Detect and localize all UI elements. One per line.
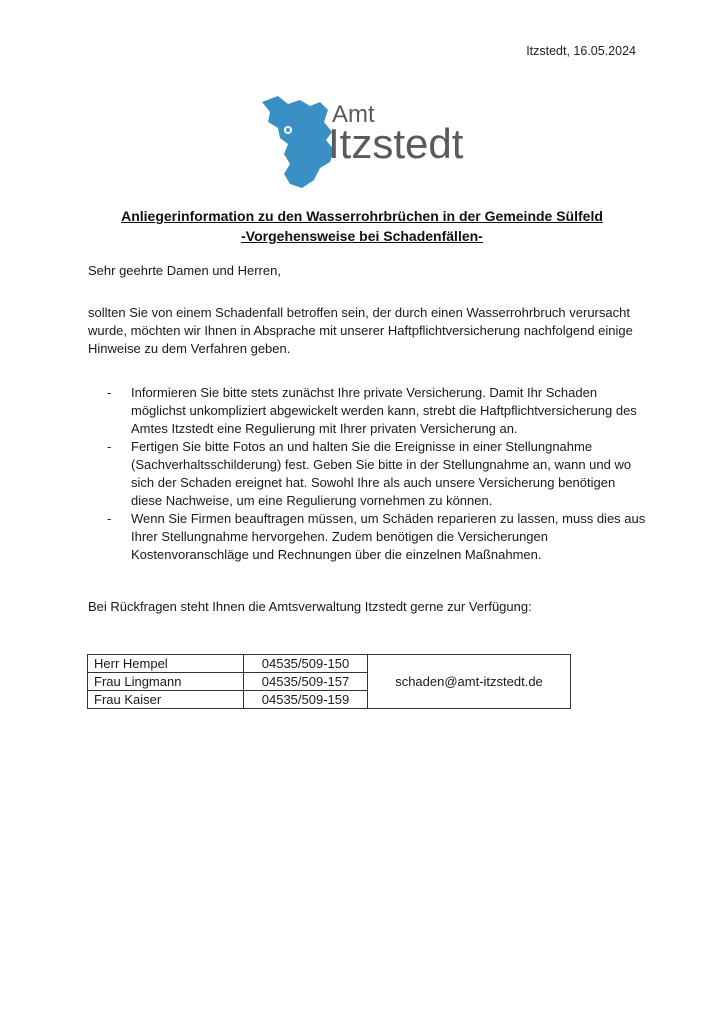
list-item: - Informieren Sie bitte stets zunächst Ihre private Versicherung. Damit Ihr Schaden möglichst unkompliziert abgewickelt werden kann, strebt die Haftpflichtversicherung des Amtes Itzstedt eine Regulierung mit Ihrer privaten Versicherung an. (107, 385, 637, 436)
title-line-1: Anliegerinformation zu den Wasserrohrbrüchen in der Gemeinde Sülfeld (121, 208, 603, 224)
table-row (88, 655, 571, 673)
contact-email[interactable]: schaden@amt-itzstedt.de (368, 655, 571, 709)
bullet-marker: - (107, 439, 112, 454)
contact-phone: 04535/509-150 (244, 655, 368, 673)
greeting: Sehr geehrte Damen und Herren, (88, 263, 281, 278)
intro-paragraph: sollten Sie von einem Schadenfall betroffen sein, der durch einen Wasserrohrbruch verursacht wurde, möchten wir Ihnen in Absprache mit unserer Haftpflichtversicherung nachfolgend einige Hinweise zu dem Verfahren geben. (88, 305, 633, 356)
list-item: - Wenn Sie Firmen beauftragen müssen, um Schäden reparieren zu lassen, muss dies aus Ihrer Stellungnahme hervorgehen. Zudem benötigen die Versicherungen Kostenvoranschläge und Rechnungen über die einzelnen Maßnahmen. (107, 511, 646, 562)
contact-name: Herr Hempel (88, 655, 244, 673)
region-map-icon (262, 96, 334, 188)
document-title (0, 206, 724, 246)
contact-name: Frau Kaiser (88, 691, 244, 709)
list-item: - Fertigen Sie bitte Fotos an und halten Sie die Ereignisse in einer Stellungnahme (Sachverhaltsschilderung) fest. Geben Sie bitte in der Stellungnahme an, wann und wo sich der Schaden ereignet hat. Sowohl Ihre als auch unsere Versicherung benötigen diese Nachweise, um eine Regulierung vornehmen zu können. (107, 439, 632, 508)
contact-phone: 04535/509-159 (244, 691, 368, 709)
contact-name: Frau Lingmann (88, 673, 244, 691)
contact-phone: 04535/509-157 (244, 673, 368, 691)
title-line-2: -Vorgehensweise bei Schadenfällen- (241, 228, 483, 244)
instruction-list (88, 384, 648, 564)
bullet-marker: - (107, 511, 112, 526)
contact-table (87, 654, 571, 709)
logo-word-top: Amt (332, 101, 375, 128)
contact-intro: Bei Rückfragen steht Ihnen die Amtsverwaltung Itzstedt gerne zur Verfügung: (88, 599, 532, 614)
amt-itzstedt-logo (254, 92, 480, 196)
bullet-marker: - (107, 385, 112, 400)
logo-word-bottom: Itzstedt (328, 120, 464, 167)
document-date: Itzstedt, 16.05.2024 (526, 44, 636, 58)
